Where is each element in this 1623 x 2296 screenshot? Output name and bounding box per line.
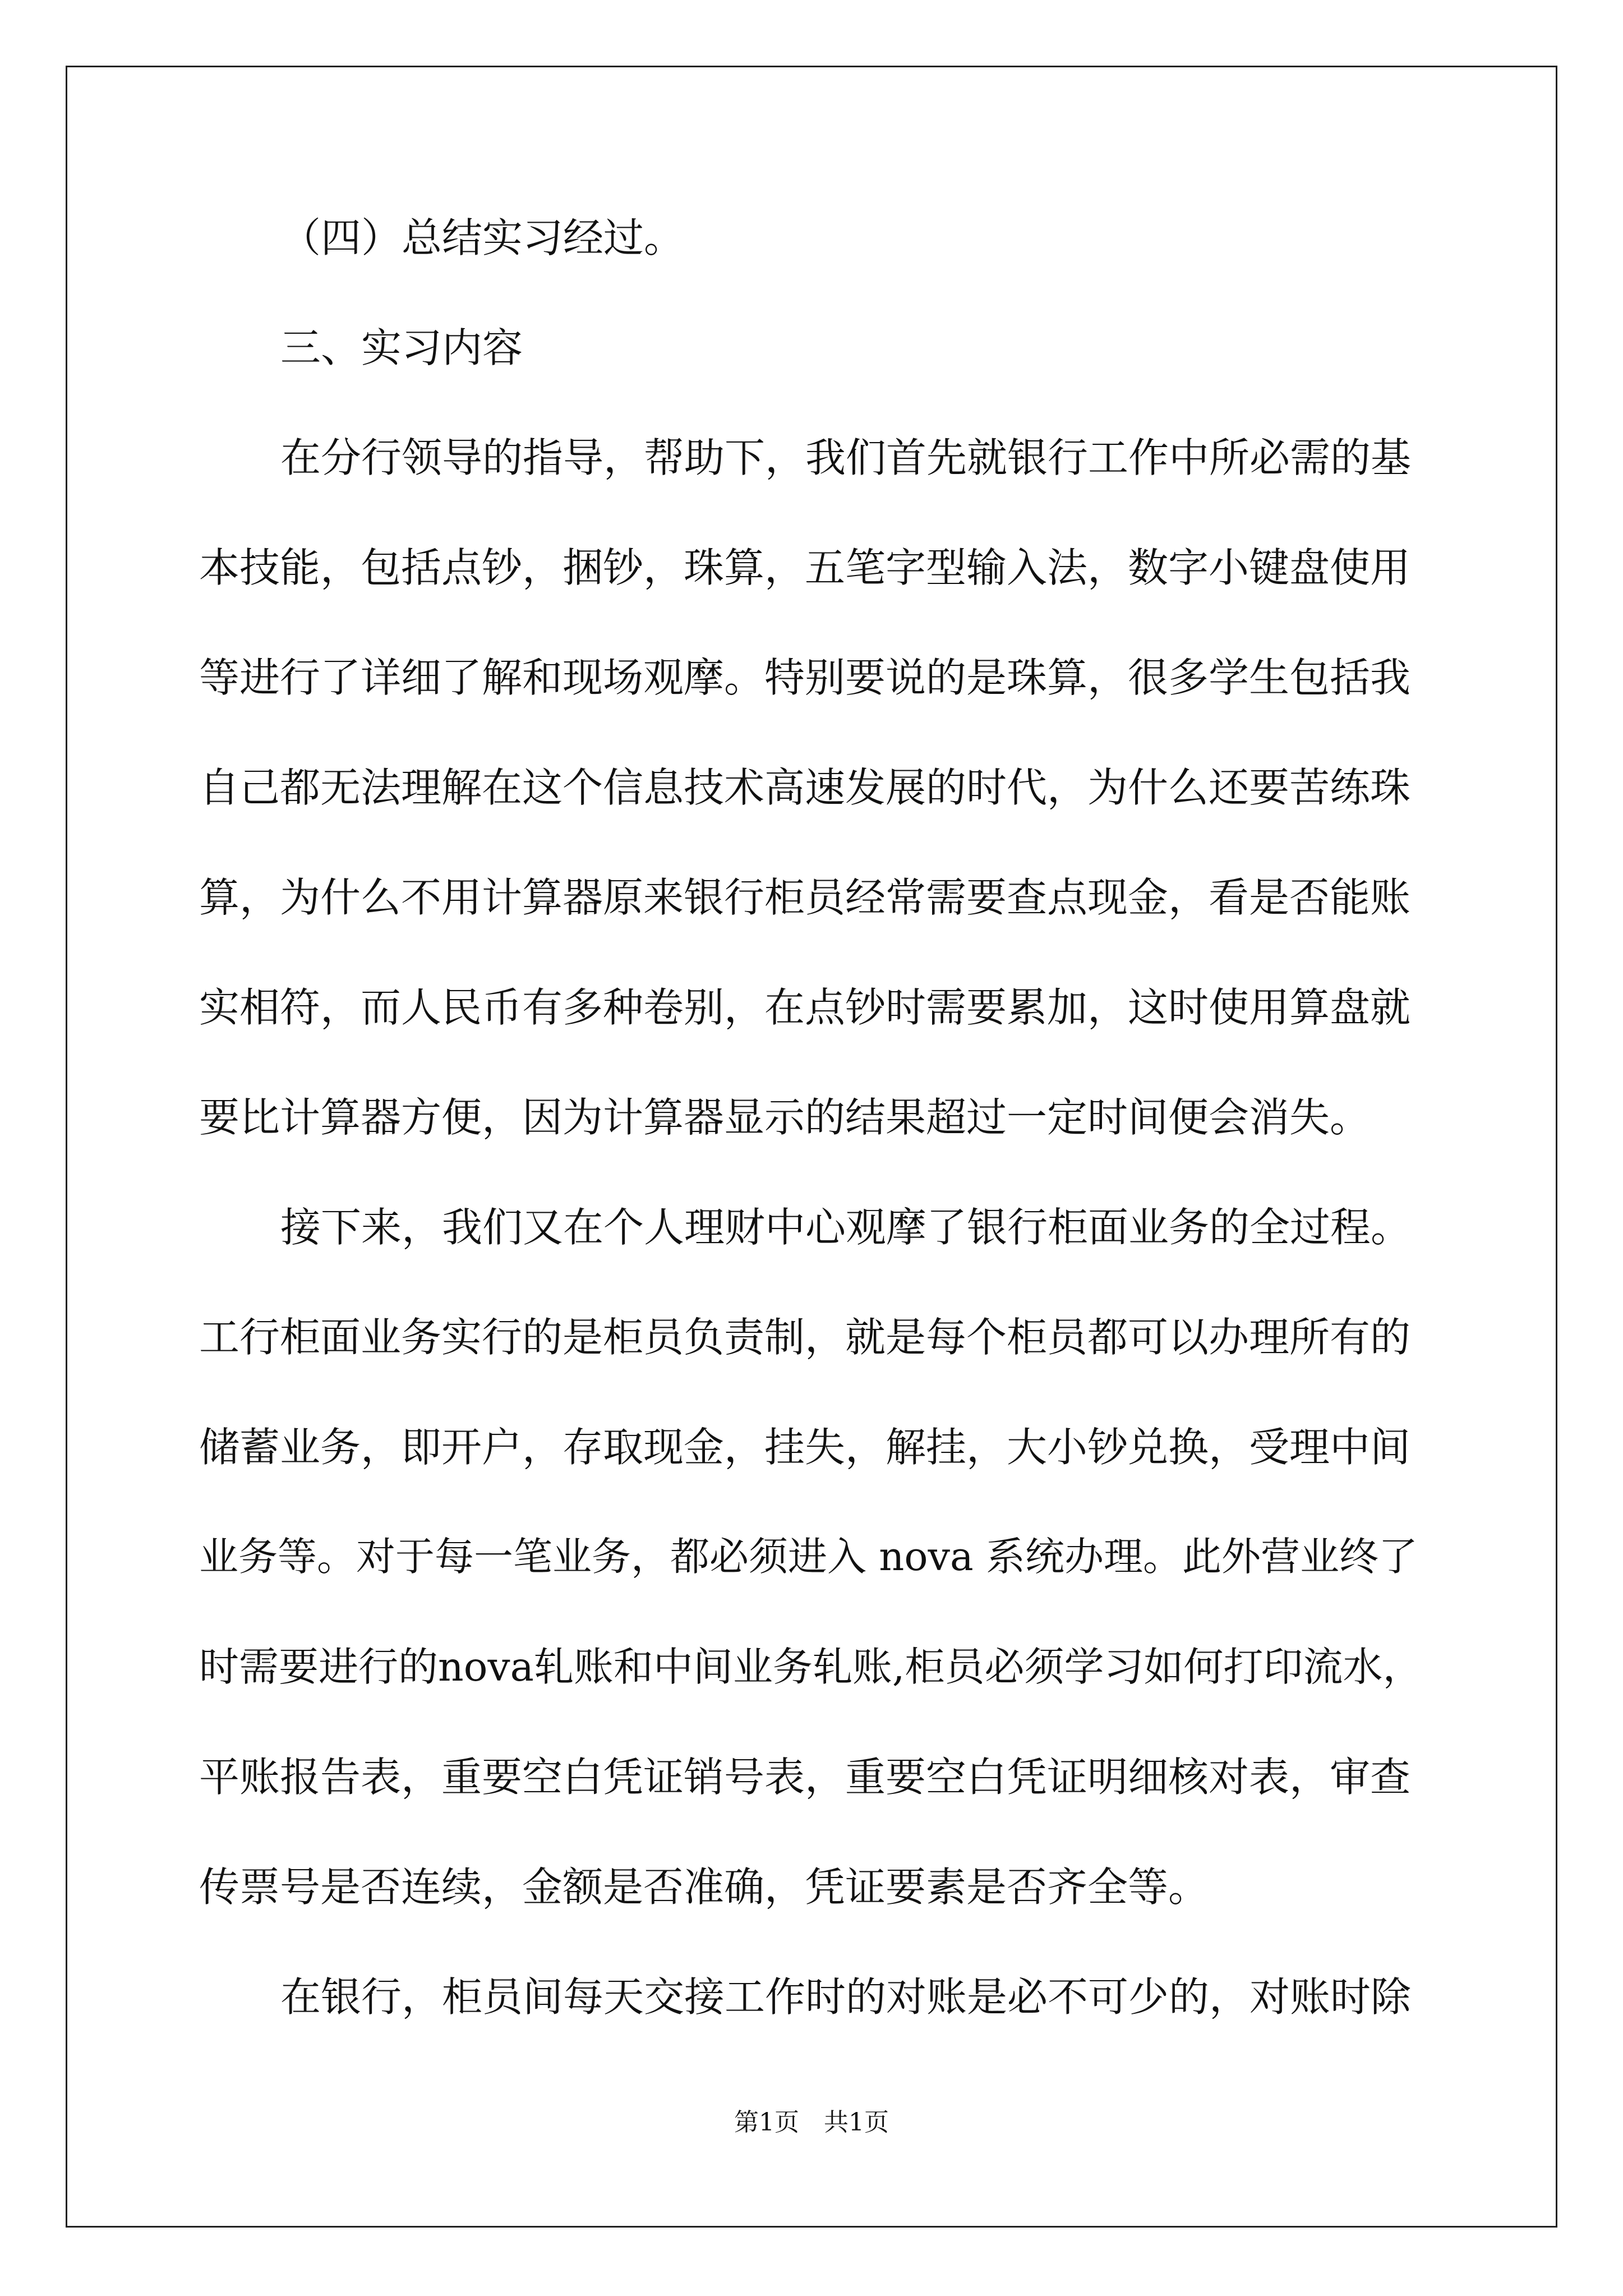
text-line: 在银行，柜员间每天交接工作时的对账是必不可少的，对账时除 (280, 1973, 1412, 2021)
text-line: 实相符，而人民币有多种卷别，在点钞时需要累加，这时使用算盘就 (199, 984, 1411, 1031)
text-line: 时需要进行的nova轧账和中间业务轧账,柜员必须学习如何打印流水， (199, 1644, 1423, 1690)
text-line: 平账报告表，重要空白凭证销号表，重要空白凭证明细核对表，审查 (199, 1754, 1411, 1801)
text-line: 传票号是否连续，金额是否准确，凭证要素是否齐全等。 (199, 1864, 1209, 1911)
page-footer: 第1页 共1页 (734, 2108, 889, 2137)
text-line: 本技能，包括点钞，捆钞，珠算，五笔字型输入法，数字小键盘使用 (199, 544, 1411, 591)
text-line: 储蓄业务，即开户，存取现金，挂失，解挂，大小钞兑换，受理中间 (199, 1424, 1411, 1471)
text-line: 自己都无法理解在这个信息技术高速发展的时代，为什么还要苦练珠 (199, 764, 1411, 811)
text-line: 工行柜面业务实行的是柜员负责制，就是每个柜员都可以办理所有的 (199, 1314, 1411, 1361)
text-line: 算，为什么不用计算器原来银行柜员经常需要查点现金，看是否能账 (199, 874, 1411, 921)
text-line: 接下来，我们又在个人理财中心观摩了银行柜面业务的全过程。 (280, 1204, 1412, 1251)
text-line: （四）总结实习经过。 (280, 214, 685, 261)
text-line: 等进行了详细了解和现场观摩。特别要说的是珠算，很多学生包括我 (199, 654, 1411, 701)
text-line: 在分行领导的指导，帮助下，我们首先就银行工作中所必需的基 (280, 434, 1412, 481)
section-heading: 三、实习内容 (280, 324, 523, 371)
text-line: 业务等。对于每一笔业务，都必须进入 nova 系统办理。此外营业终了 (199, 1534, 1418, 1580)
text-line: 要比计算器方便，因为计算器显示的结果超过一定时间便会消失。 (199, 1094, 1371, 1141)
